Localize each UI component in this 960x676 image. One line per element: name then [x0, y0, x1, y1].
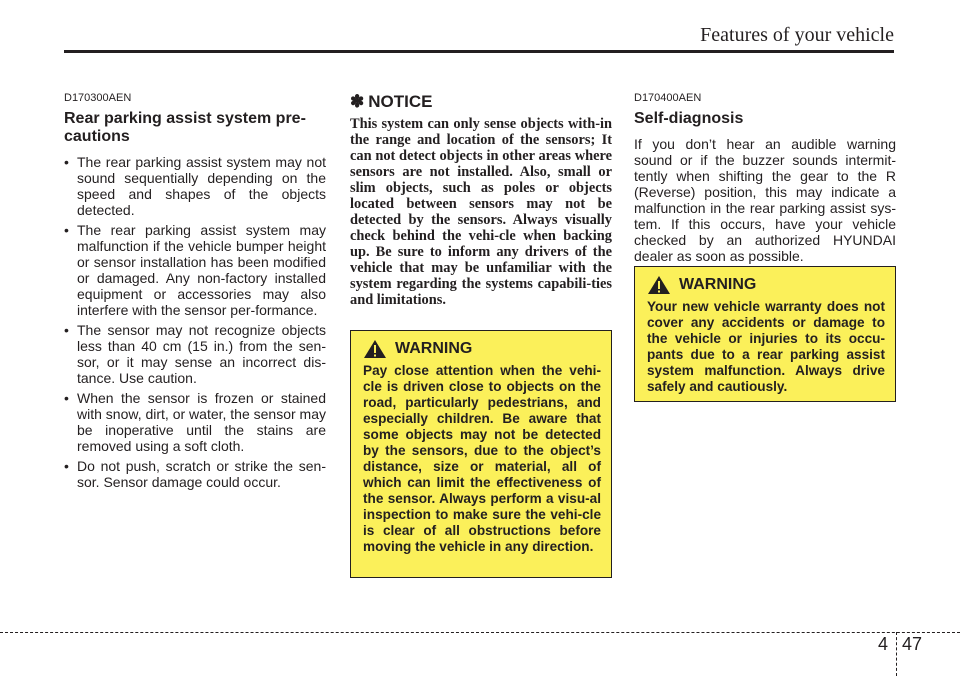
middle-column [350, 92, 612, 308]
warning-header [363, 339, 601, 359]
warning-text: Pay close attention when the vehi-cle is driven close to objects on the road, particularly pedestrians, and especially children. Be aware that some objects may not be detected by the sensors, due to the object’s distance, size or material, all of which can limit the effectiveness of the sensor. Always perform a visu-al inspection to make sure the vehi-cle is clear of all obstructions before moving the vehicle in any direction. [363, 363, 601, 554]
notice-text: This system can only sense objects with-in the range and location of the sensors; It can not detect objects in other areas where sensors are not installed. Also, small or slim objects, such as poles or objects located between sensors may not be detected by the sensors. Always visually check behind the vehi-cle when backing up. Be sure to inform any drivers of the vehicle that may be unfamiliar with the system regarding the systems capabili-ties and limitations. [350, 116, 612, 308]
list-item [64, 322, 326, 386]
section-heading: Self-diagnosis [634, 110, 744, 127]
asterisk-icon: ✽ [350, 92, 365, 111]
notice-heading [350, 92, 612, 112]
warning-triangle-icon [363, 339, 387, 359]
list-item-text: Do not push, scratch or strike the sen-sor. Sensor damage could occur. [77, 458, 326, 490]
right-column [634, 92, 896, 264]
warning-box [634, 266, 896, 402]
list-item-text: The rear parking assist system may malfunction if the vehicle bumper height or sensor installation has been modified or damaged. Any non-factory installed equipment or accessories may also interfere with the sensor per-formance. [77, 222, 326, 318]
list-item [64, 458, 326, 490]
section-code: D170300AEN [64, 92, 132, 104]
section-heading: Rear parking assist system pre-cautions [64, 110, 306, 145]
list-item [64, 154, 326, 218]
list-item [64, 222, 326, 318]
bullet-icon: • [64, 390, 69, 406]
list-item-text: When the sensor is frozen or stained with snow, dirt, or water, the sensor may be inoperative until the stains are removed using a soft cloth. [77, 390, 326, 454]
notice-title: NOTICE [368, 92, 433, 111]
warning-label: WARNING [679, 276, 757, 293]
warning-label: WARNING [395, 340, 473, 357]
header-rule [64, 50, 894, 53]
warning-box [350, 330, 612, 578]
bullet-icon: • [64, 458, 69, 474]
page-number: 47 [902, 634, 923, 654]
chapter-number: 4 [878, 634, 889, 654]
section-body: If you don’t hear an audible warning sound or if the buzzer sounds intermit-tently when shifting the gear to the R (Reverse) position, this may indicate a malfunction in the rear parking assist sys-tem. If this occurs, have your vehicle checked by an authorized HYUNDAI dealer as soon as possible. [634, 136, 896, 264]
precautions-list [64, 154, 326, 490]
section-code: D170400AEN [634, 92, 702, 104]
left-column [64, 92, 326, 494]
list-item-text: The sensor may not recognize objects less than 40 cm (15 in.) from the sen-sor, or it may sense an incorrect dis-tance. Use caution. [77, 322, 326, 386]
bullet-icon: • [64, 322, 69, 338]
bullet-icon: • [64, 154, 69, 170]
footer-divider [896, 632, 897, 676]
footer-rule [0, 632, 960, 633]
warning-header [647, 275, 885, 295]
bullet-icon: • [64, 222, 69, 238]
warning-text: Your new vehicle warranty does not cover any accidents or damage to the vehicle or injuries to its occu-pants due to a rear parking assist system malfunction. Always drive safely and cautiously. [647, 299, 885, 394]
page-header-title: Features of your vehicle [700, 24, 894, 46]
warning-triangle-icon [647, 275, 671, 295]
list-item-text: The rear parking assist system may not sound sequentially depending on the speed and shapes of the objects detected. [77, 154, 326, 218]
list-item [64, 390, 326, 454]
